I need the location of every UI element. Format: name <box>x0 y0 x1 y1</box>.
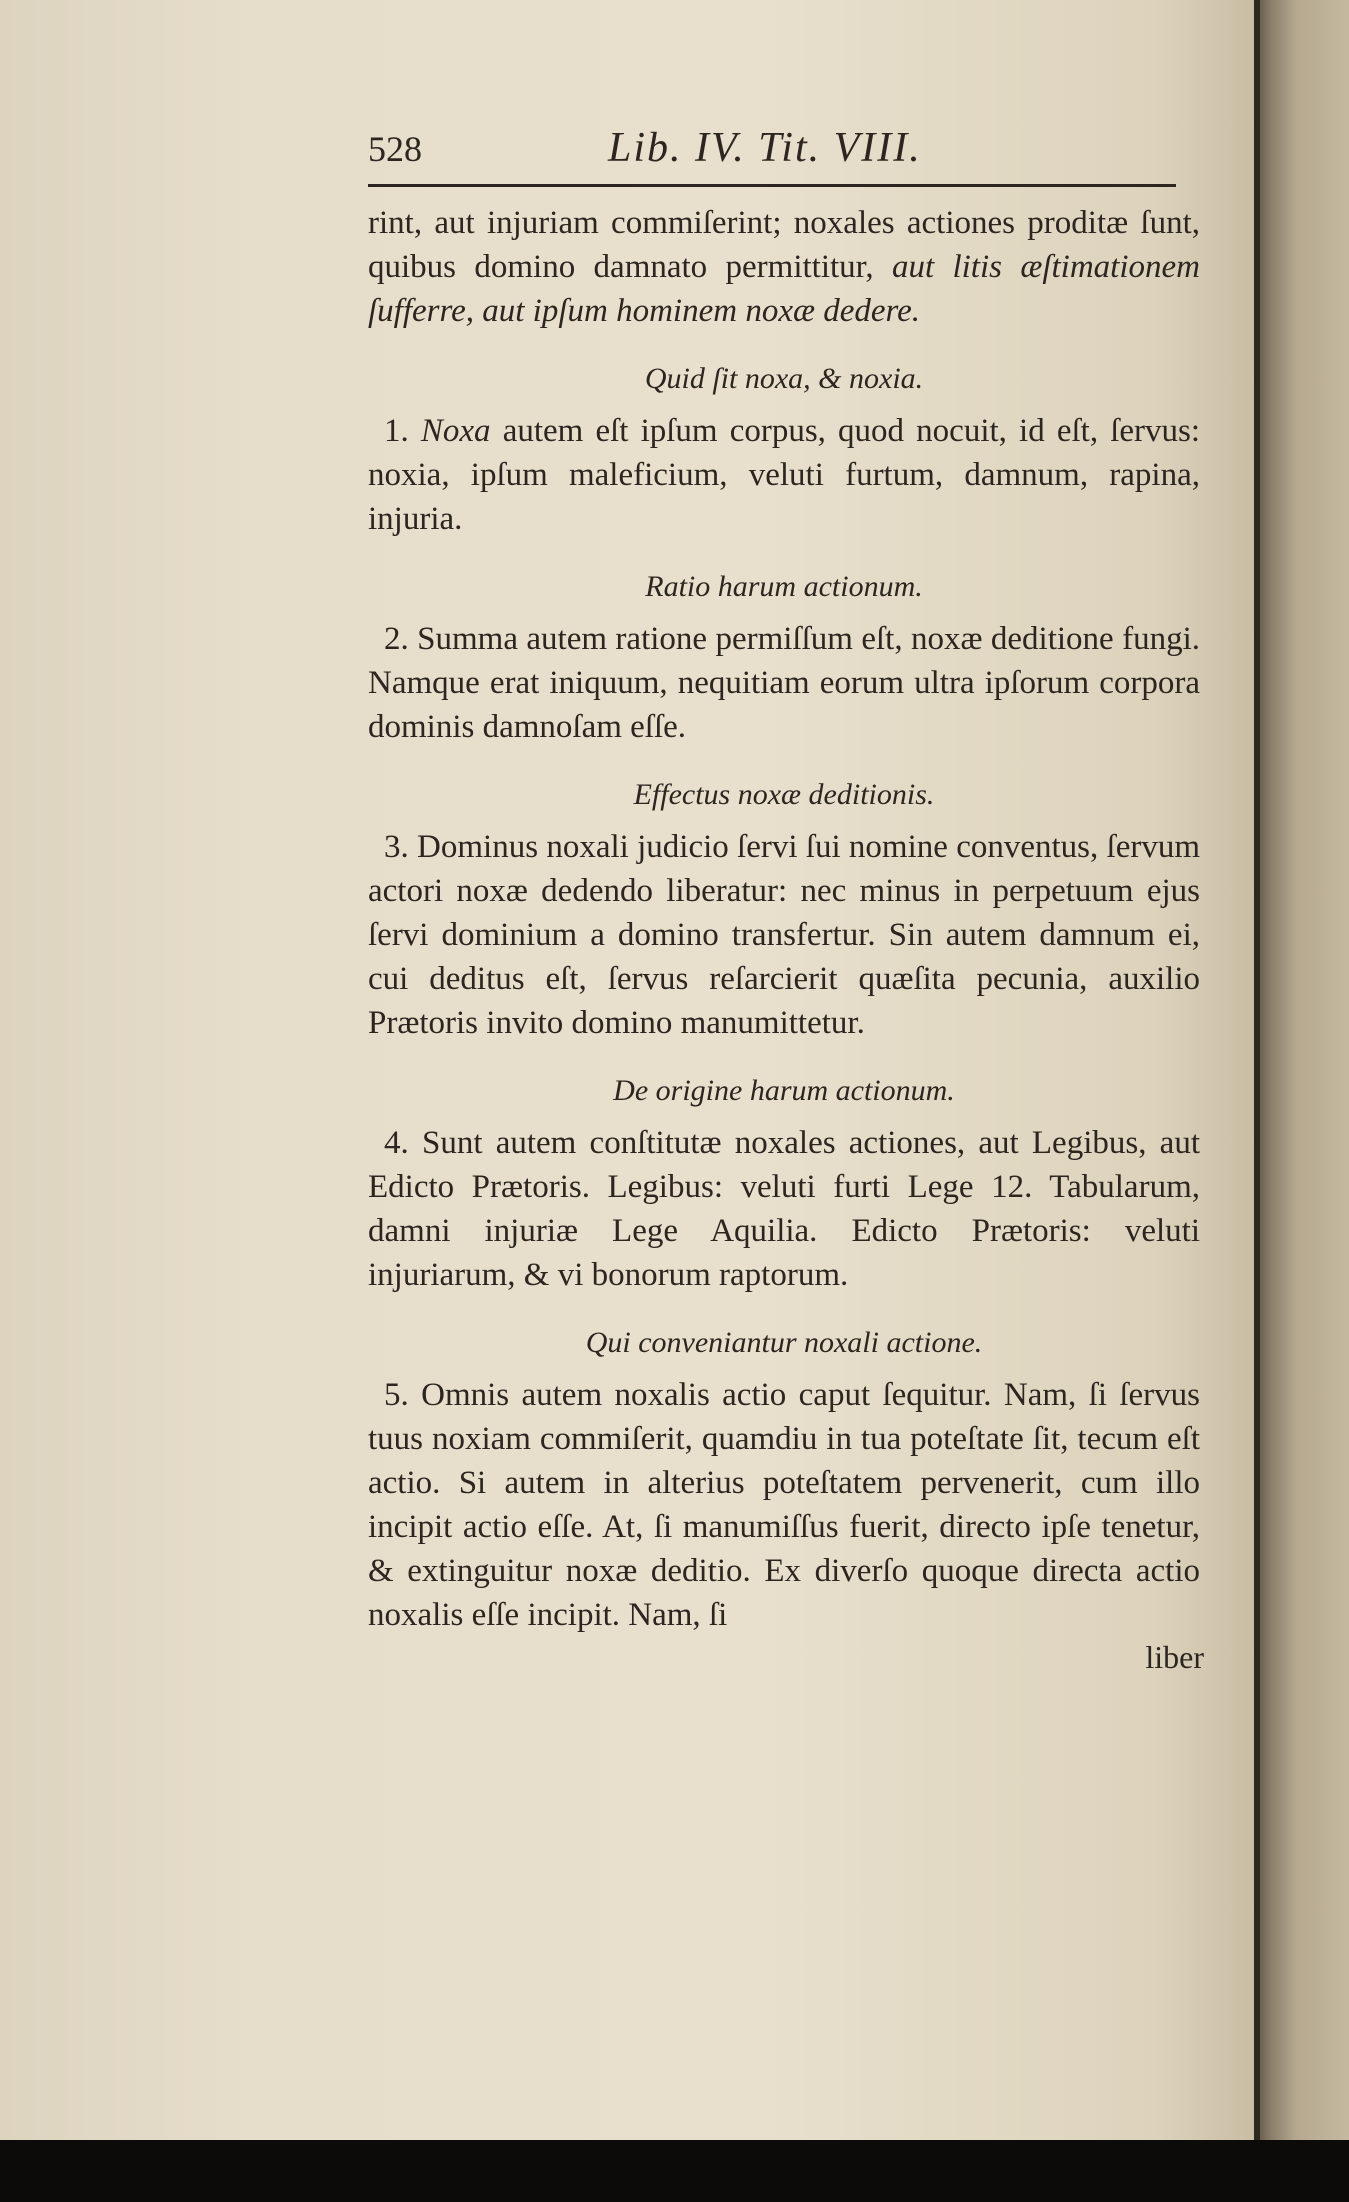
section-number: 2. <box>384 621 409 657</box>
section-paragraph-2 <box>368 617 1200 749</box>
page-text <box>368 120 1204 1677</box>
section-heading-5: Qui conveniantur noxali actione. <box>585 1326 983 1359</box>
intro-italic-text: aut litis æſtimationem ſufferre, aut ipſum hominem noxæ dedere. <box>368 249 1200 329</box>
header-rule <box>368 184 1176 187</box>
section-number: 3. <box>384 829 409 865</box>
section-number: 5. <box>384 1377 409 1413</box>
section-body: Omnis autem noxalis actio caput ſequitur. Nam, ſi ſervus tuus noxiam commiſerit, quamdiu in tua poteſtate ſit, tecum eſt actio. Si autem in alterius poteſtatem pervenerit, cum illo incipit actio eſſe. At, ſi manumiſſus fuerit, directo ipſe tenetur, & extinguitur noxæ deditio. Ex diverſo quoque directa actio noxalis eſſe incipit. Nam, ſi <box>368 1377 1200 1633</box>
section-body: Summa autem ratione permiſſum eſt, noxæ deditione fungi. Namque erat iniquum, nequitiam eorum ultra ipſorum corpora dominis damnoſam eſſe. <box>368 621 1200 745</box>
section-number: 4. <box>384 1125 409 1161</box>
intro-paragraph <box>368 201 1200 333</box>
catchword: liber <box>1145 1639 1204 1675</box>
section-body: autem eſt ipſum corpus, quod nocuit, id eſt, ſervus: noxia, ipſum maleficium, veluti furtum, damnum, rapina, injuria. <box>368 413 1201 537</box>
facing-page-edge <box>1254 0 1349 2140</box>
section-paragraph-3 <box>368 825 1200 1045</box>
section-heading-4: De origine harum actionum. <box>613 1074 955 1107</box>
section-lead-word: Noxa <box>420 413 491 449</box>
section-paragraph-1 <box>368 409 1200 541</box>
page-header <box>368 120 1200 184</box>
running-title: Lib. IV. Tit. VIII. <box>608 125 922 171</box>
intro-text: rint, aut injuriam commiſerint; noxales actiones proditæ ſunt, quibus domino damnato permittitur, <box>368 205 1200 285</box>
section-body: Sunt autem conſtitutæ noxales actiones, aut Legibus, aut Edicto Prætoris. Legibus: veluti furti Lege 12. Tabularum, damni injuriæ Lege Aquilia. Edicto Prætoris: veluti injuriarum, & vi bonorum raptorum. <box>368 1125 1200 1293</box>
section-paragraph-5 <box>368 1373 1200 1637</box>
scan-background <box>0 2140 1349 2202</box>
section-heading-2: Ratio harum actionum. <box>645 570 923 603</box>
page-number: 528 <box>368 129 422 169</box>
section-number: 1. <box>384 413 409 449</box>
section-heading-3: Effectus noxæ deditionis. <box>633 778 935 811</box>
section-paragraph-4 <box>368 1121 1200 1297</box>
section-body: Dominus noxali judicio ſervi ſui nomine conventus, ſervum actori noxæ dedendo liberatur: nec minus in perpetuum ejus ſervi dominium a domino transfertur. Sin autem damnum ei, cui deditus eſt, ſervus reſarcierit quæſita pecunia, auxilio Prætoris invito domino manumittetur. <box>368 829 1201 1041</box>
section-heading-1: Quid ſit noxa, & noxia. <box>644 362 924 395</box>
